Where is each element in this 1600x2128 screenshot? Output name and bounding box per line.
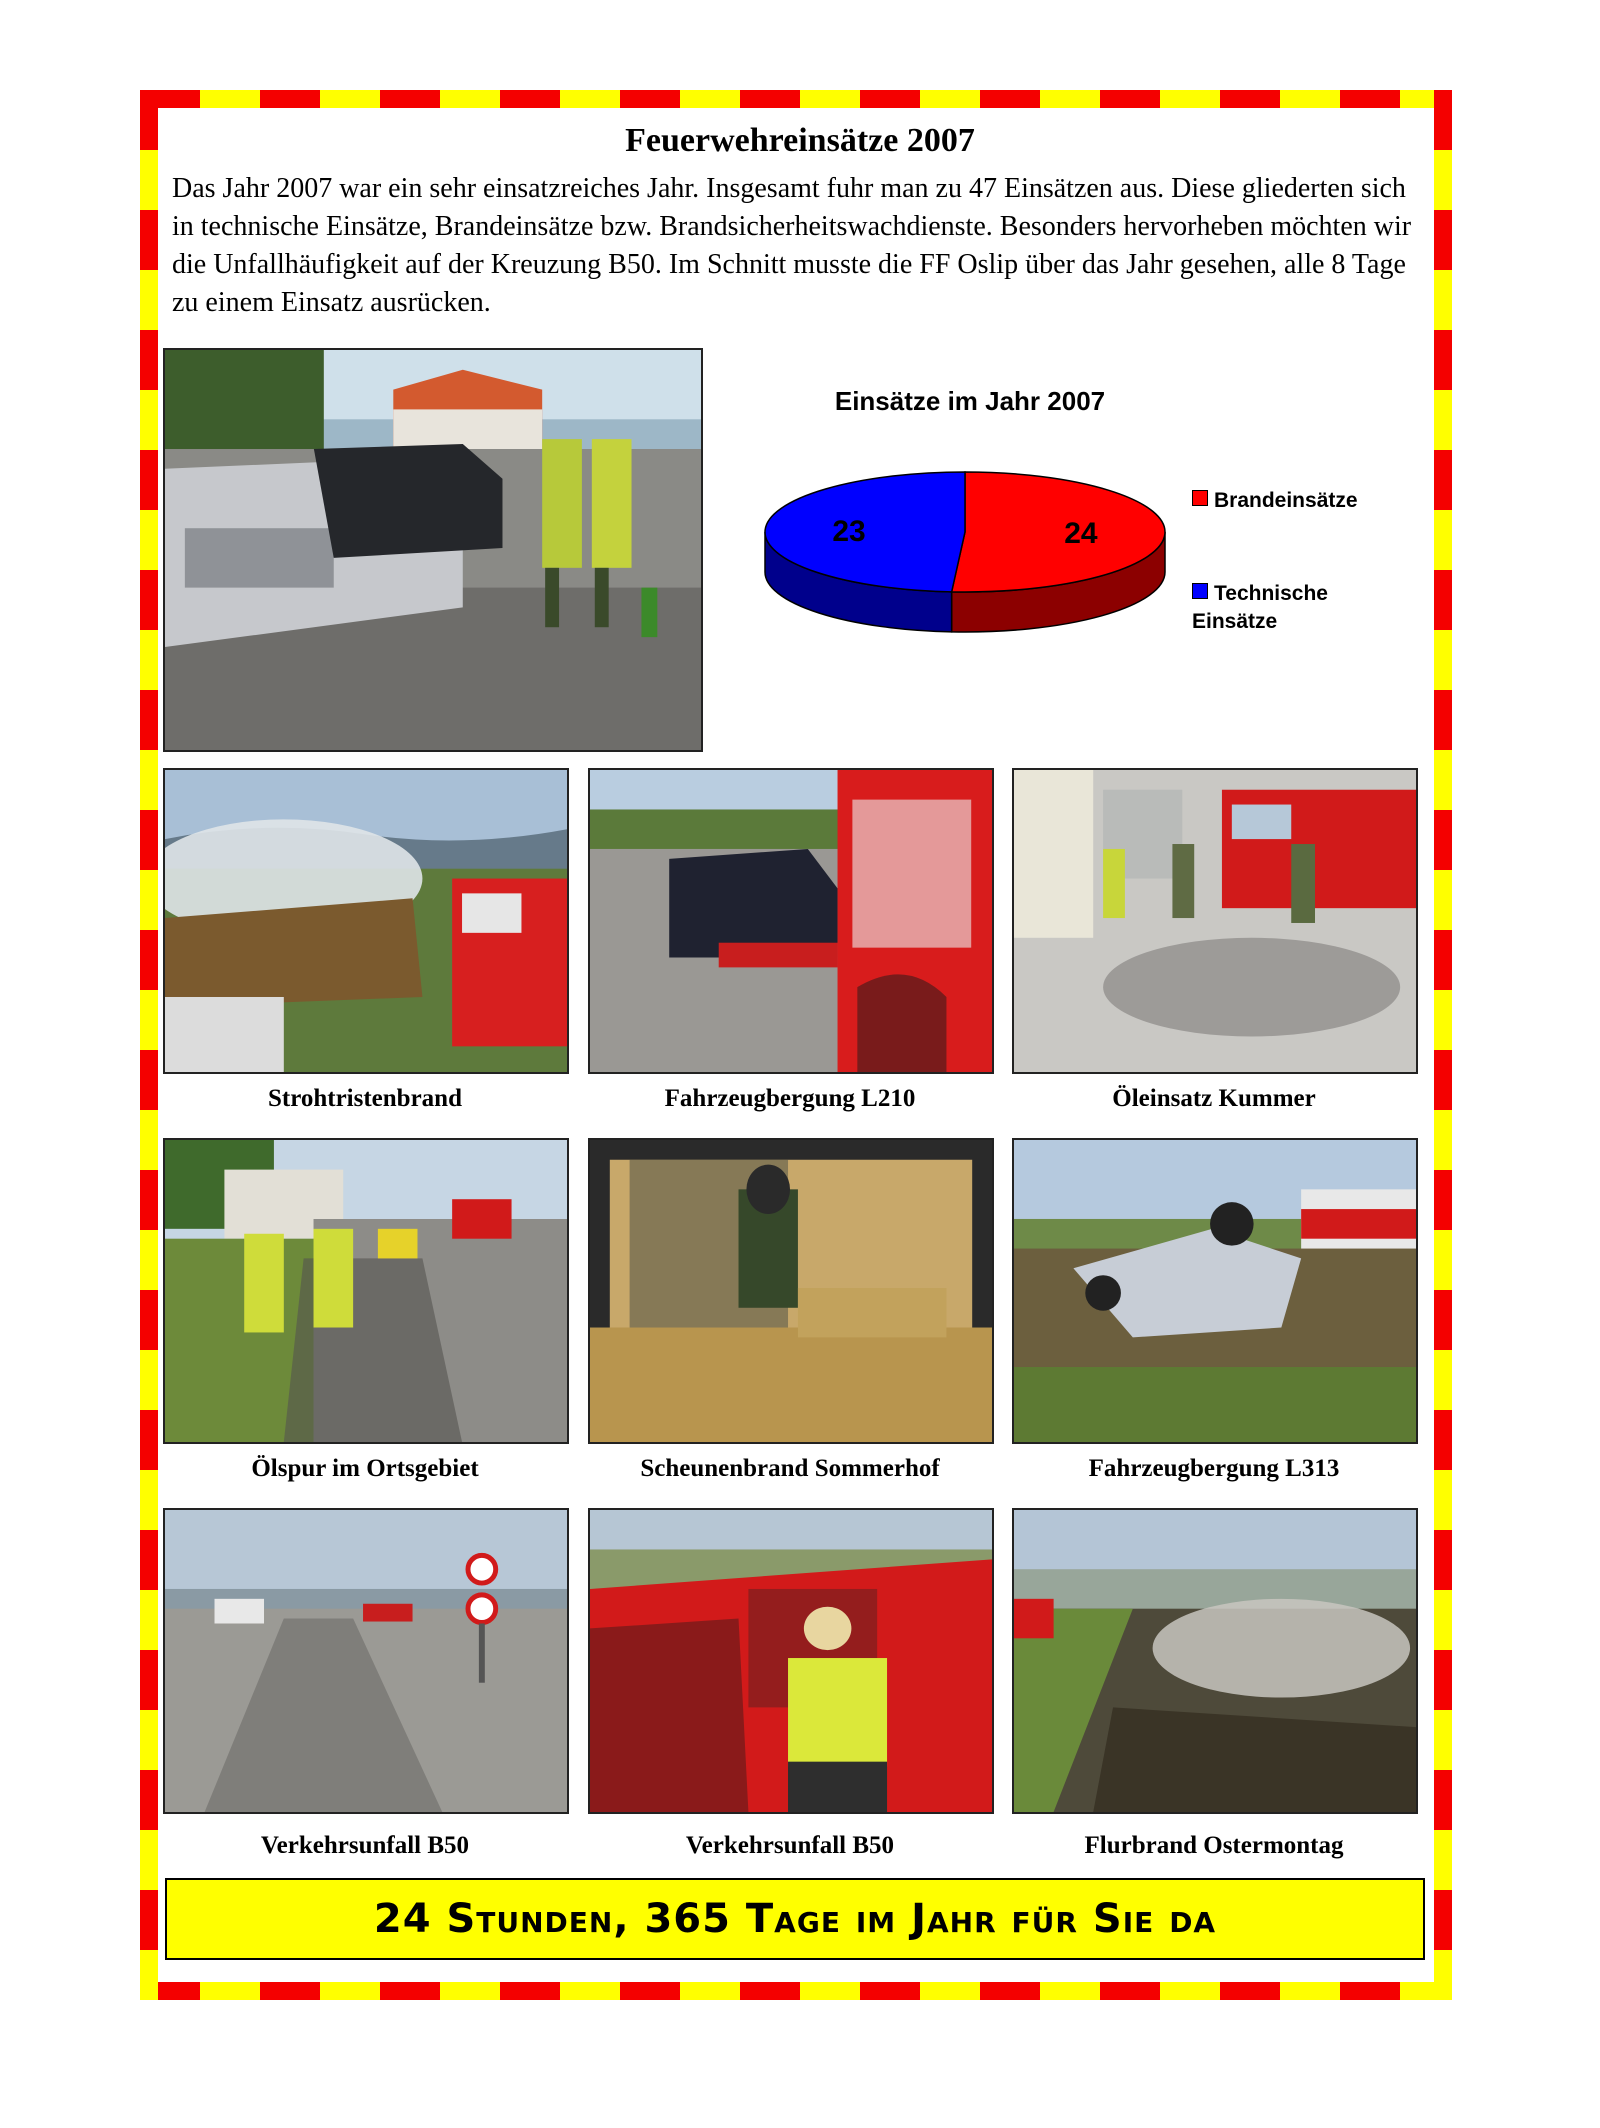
legend-item-brand <box>1192 487 1358 515</box>
frame-stripe-left <box>140 90 158 2000</box>
legend-swatch-technisch <box>1192 583 1208 599</box>
photo-strohtristenbrand <box>163 768 569 1074</box>
photo-verkehrsunfall-b50-2 <box>588 1508 994 1814</box>
photo-verkehrsunfall-b50-1 <box>163 1508 569 1814</box>
slogan-banner: 24 Stunden, 365 Tage im Jahr für Sie da <box>165 1878 1425 1960</box>
legend-swatch-brand <box>1192 490 1208 506</box>
frame-stripe-top <box>140 90 1452 108</box>
caption-9: Flurbrand Ostermontag <box>1084 1832 1344 1859</box>
caption-6: Fahrzeugbergung L313 <box>1088 1455 1340 1482</box>
frame-stripe-right <box>1434 90 1452 2000</box>
photo-oeleinsatz-kummer <box>1012 768 1418 1074</box>
caption-7: Verkehrsunfall B50 <box>260 1832 470 1859</box>
caption-5: Scheunenbrand Sommerhof <box>640 1455 940 1482</box>
pie-chart-svg <box>760 462 1190 662</box>
chart-title: Einsätze im Jahr 2007 <box>834 386 1106 416</box>
pie-value-label-0: 24 <box>1064 517 1098 551</box>
caption-1: Strohtristenbrand <box>267 1085 462 1112</box>
photo-fahrzeugbergung-l210 <box>588 768 994 1074</box>
photo-fahrzeugbergung-l313 <box>1012 1138 1418 1444</box>
accident-scene-photo <box>163 348 703 752</box>
legend-label-technisch: Technische Einsätze <box>1192 582 1328 633</box>
caption-2: Fahrzeugbergung L210 <box>664 1085 916 1112</box>
intro-paragraph: Das Jahr 2007 war ein sehr einsatzreiches Jahr. Insgesamt fuhr man zu 47 Einsätzen aus. Diese gliederten sich in technische Einsätze, Brandeinsätze bzw. Brandsicherheitswachdienste. Besonders hervorheben möchten wir die Unfallhäufigkeit auf der Kreuzung B50. Im Schnitt musste die FF Oslip über das Jahr gesehen, alle 8 Tage zu einem Einsatz ausrücken. <box>172 173 1412 318</box>
pie-value-label-1: 23 <box>832 514 866 548</box>
photo-scheunenbrand-sommerhof <box>588 1138 994 1444</box>
pie-chart <box>760 372 1420 662</box>
photo-flurbrand-ostermontag <box>1012 1508 1418 1814</box>
frame-stripe-bottom <box>140 1982 1452 2000</box>
photo-oelspur-ortsgebiet <box>163 1138 569 1444</box>
legend-label-brand: Brandeinsätze <box>1214 489 1358 512</box>
caption-3: Öleinsatz Kummer <box>1112 1085 1316 1112</box>
caption-8: Verkehrsunfall B50 <box>685 1832 895 1859</box>
caption-4: Ölspur im Ortsgebiet <box>251 1455 479 1482</box>
page-title: Feuerwehreinsätze 2007 <box>625 122 975 159</box>
legend-item-technisch <box>1192 580 1362 636</box>
